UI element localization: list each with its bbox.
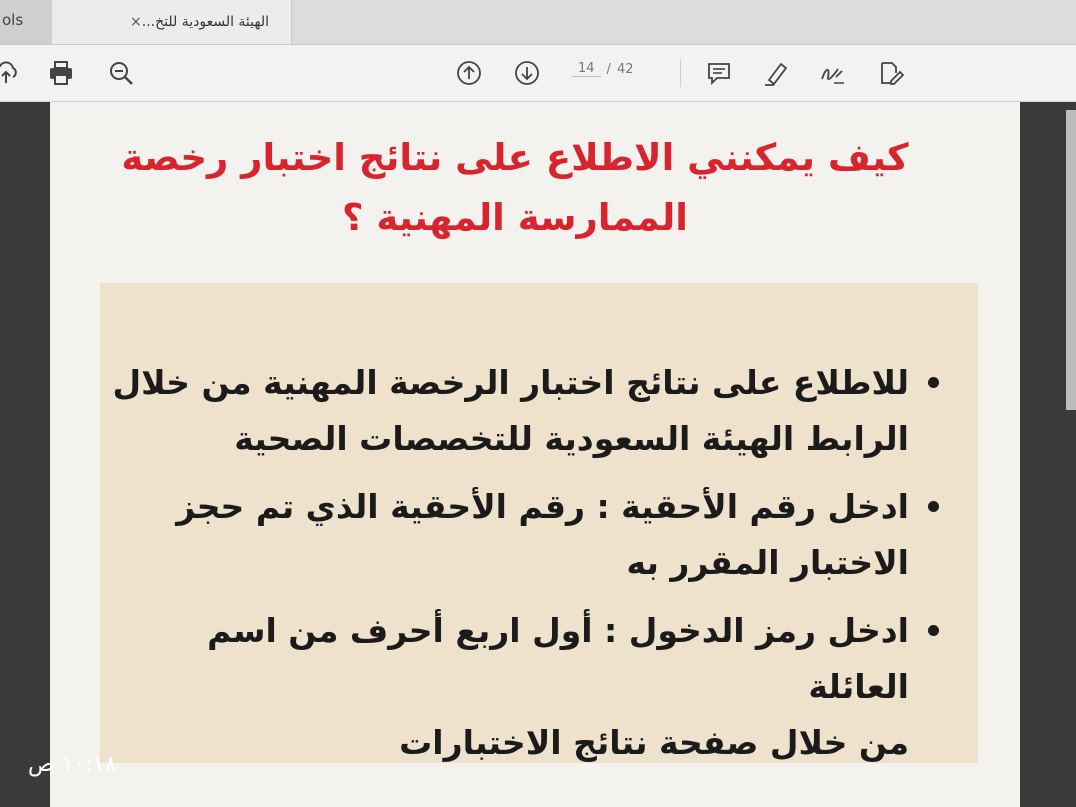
draw-icon[interactable] [818, 59, 846, 87]
timestamp: ١٠:١٨ ص [28, 752, 117, 777]
bullet-line: الرابط الهيئة السعودية للتخصصات الصحية [234, 419, 909, 458]
bullet-icon [928, 377, 939, 388]
tab-strip [0, 0, 1076, 45]
comment-icon[interactable] [705, 59, 733, 87]
tab-document-title: الهيئة السعودية للتخ... [141, 14, 269, 30]
page-separator: / [606, 61, 611, 77]
slide-title-line1: كيف يمكنني الاطلاع على نتائج اختبار رخصة [121, 136, 909, 179]
list-item [110, 603, 945, 771]
bullet-line: ادخل رقم الأحقية : رقم الأحقية الذي تم حجز [176, 487, 909, 526]
bullet-line: للاطلاع على نتائج اختبار الرخصة المهنية من خلال [112, 363, 909, 402]
list-item [110, 479, 945, 591]
page-down-icon[interactable] [513, 59, 541, 87]
tab-document[interactable] [52, 0, 292, 44]
bullet-line: الاختبار المقرر به [626, 543, 909, 582]
upload-icon[interactable] [0, 59, 20, 87]
page-number-input[interactable]: 14 [572, 61, 601, 77]
bullet-line: ادخل رمز الدخول : أول اربع أحرف من اسم العائلة [207, 611, 909, 706]
toolbar-divider [680, 59, 681, 87]
page-total: 42 [616, 61, 634, 77]
highlight-icon[interactable] [762, 59, 790, 87]
zoom-icon[interactable] [107, 59, 135, 87]
toolbar [0, 45, 1076, 102]
slide-title [100, 128, 930, 248]
tab-tools[interactable] [0, 0, 52, 44]
slide-title-line2: الممارسة المهنية ؟ [342, 196, 688, 239]
page-up-icon[interactable] [455, 59, 483, 87]
sign-icon[interactable] [876, 59, 904, 87]
bullet-icon [928, 625, 939, 636]
bullet-list [110, 355, 945, 783]
bullet-line: من خلال صفحة نتائج الاختبارات [399, 723, 909, 762]
close-icon[interactable]: × [130, 14, 142, 30]
tab-tools-label: ols [2, 11, 24, 29]
scrollbar[interactable] [1066, 110, 1076, 410]
bullet-icon [928, 501, 939, 512]
list-item [110, 355, 945, 467]
page-indicator [572, 61, 633, 77]
print-icon[interactable] [47, 59, 75, 87]
